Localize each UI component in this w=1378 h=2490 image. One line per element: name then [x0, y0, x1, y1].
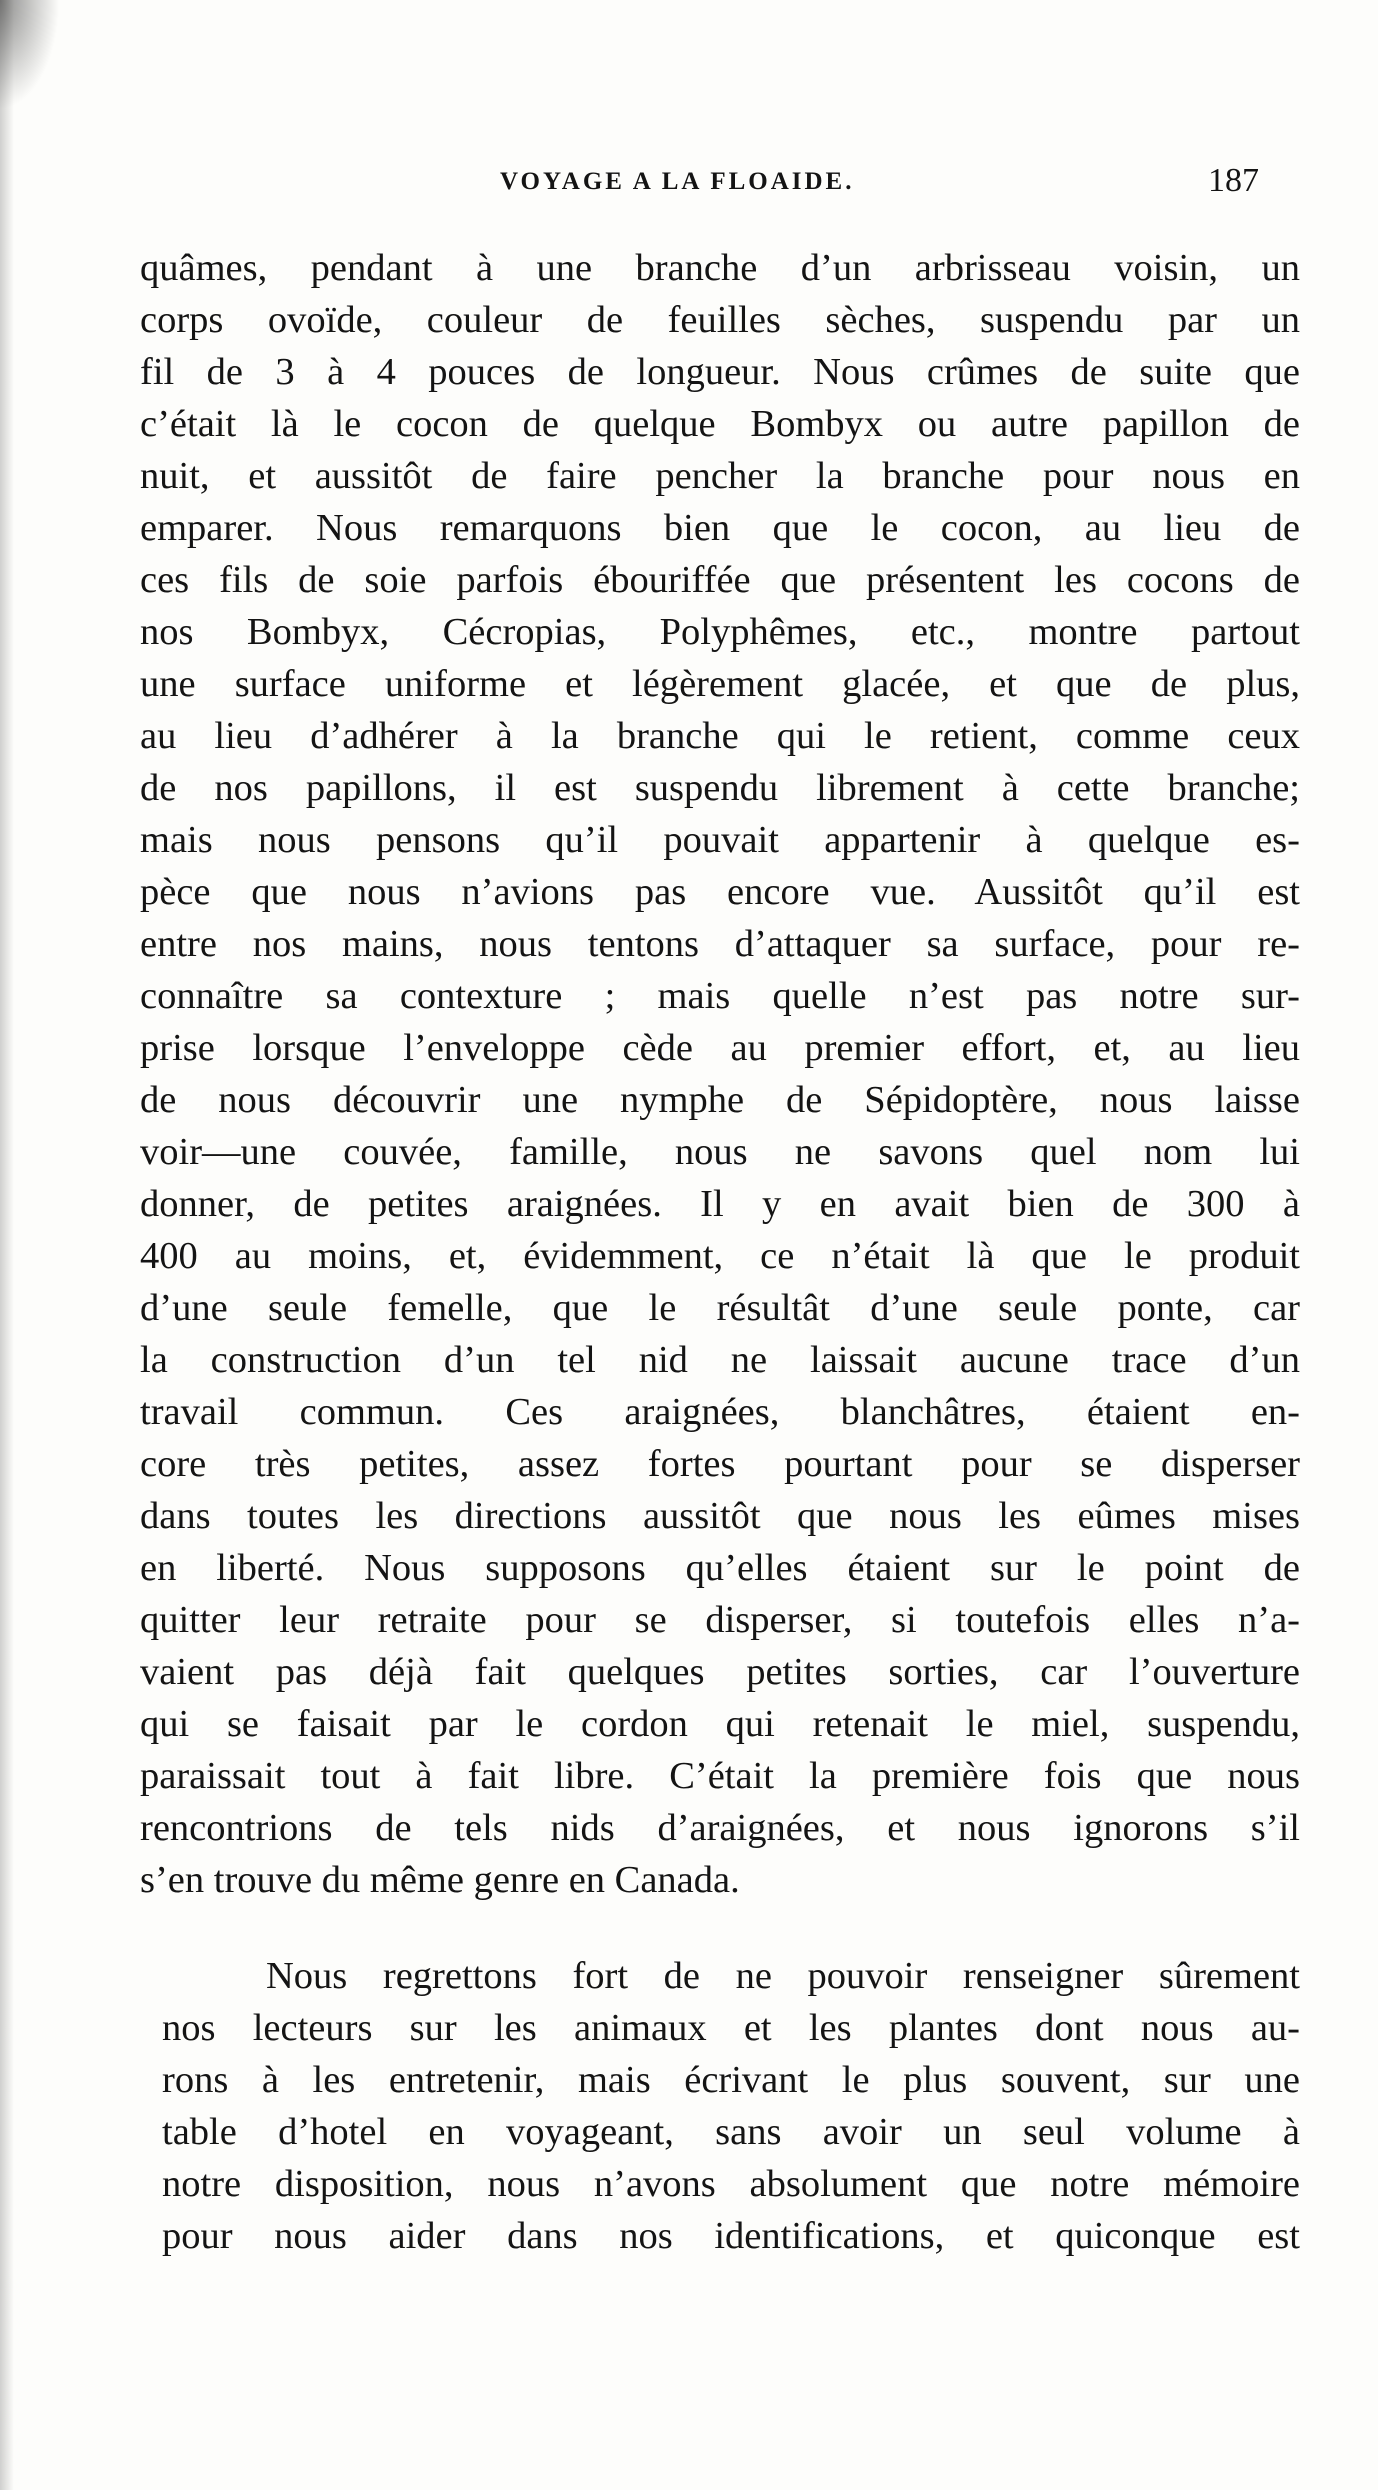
- text-line: prise lorsque l’enveloppe cède au premier effort, et, au lieu: [140, 1027, 1300, 1069]
- text-line: dans toutes les directions aussitôt que nous les eûmes mises: [140, 1495, 1300, 1537]
- text-line: travail commun. Ces araignées, blanchâtres, étaient en-: [140, 1391, 1300, 1433]
- text-line: nos lecteurs sur les animaux et les plantes dont nous au-: [162, 2007, 1300, 2049]
- text-line: paraissait tout à fait libre. C’était la première fois que nous: [140, 1755, 1300, 1797]
- text-line: rencontrions de tels nids d’araignées, et nous ignorons s’il: [140, 1807, 1300, 1849]
- text-line: au lieu d’adhérer à la branche qui le retient, comme ceux: [140, 715, 1300, 757]
- text-line: c’était là le cocon de quelque Bombyx ou autre papillon de: [140, 403, 1300, 445]
- text-line: corps ovoïde, couleur de feuilles sèches, suspendu par un: [140, 299, 1300, 341]
- text-line: quâmes, pendant à une branche d’un arbrisseau voisin, un: [140, 247, 1300, 289]
- text-line: en liberté. Nous supposons qu’elles étaient sur le point de: [140, 1547, 1300, 1589]
- text-line: emparer. Nous remarquons bien que le cocon, au lieu de: [140, 507, 1300, 549]
- text-line: la construction d’un tel nid ne laissait aucune trace d’un: [140, 1339, 1300, 1381]
- text-line: quitter leur retraite pour se disperser, si toutefois elles n’a-: [140, 1599, 1300, 1641]
- text-line: fil de 3 à 4 pouces de longueur. Nous crûmes de suite que: [140, 351, 1300, 393]
- text-line: pèce que nous n’avions pas encore vue. Aussitôt qu’il est: [140, 871, 1300, 913]
- paragraph-gap: [140, 1906, 1300, 1950]
- text-line: voir—une couvée, famille, nous ne savons quel nom lui: [140, 1131, 1300, 1173]
- page-number: 187: [1208, 162, 1259, 199]
- paragraph-2: [140, 1950, 1300, 2262]
- scan-corner-smudge: [0, 0, 60, 110]
- text-line: vaient pas déjà fait quelques petites sorties, car l’ouverture: [140, 1651, 1300, 1693]
- running-head: [0, 162, 1378, 202]
- text-line: de nous découvrir une nymphe de Sépidoptère, nous laisse: [140, 1079, 1300, 1121]
- text-line: table d’hotel en voyageant, sans avoir un seul volume à: [162, 2111, 1300, 2153]
- page-edge-shadow: [0, 0, 14, 2490]
- text-line: pour nous aider dans nos identifications, et quiconque est: [162, 2215, 1300, 2257]
- text-line: rons à les entretenir, mais écrivant le plus souvent, sur une: [162, 2059, 1300, 2101]
- text-line: de nos papillons, il est suspendu librement à cette branche;: [140, 767, 1300, 809]
- text-line: 400 au moins, et, évidemment, ce n’était là que le produit: [140, 1235, 1300, 1277]
- text-line: connaître sa contexture ; mais quelle n’est pas notre sur-: [140, 975, 1300, 1017]
- text-line: une surface uniforme et légèrement glacée, et que de plus,: [140, 663, 1300, 705]
- text-line: d’une seule femelle, que le résultât d’une seule ponte, car: [140, 1287, 1300, 1329]
- paragraph-1: [140, 242, 1300, 1906]
- text-line: nuit, et aussitôt de faire pencher la branche pour nous en: [140, 455, 1300, 497]
- text-line: ces fils de soie parfois ébouriffée que présentent les cocons de: [140, 559, 1300, 601]
- text-line: mais nous pensons qu’il pouvait appartenir à quelque es-: [140, 819, 1300, 861]
- text-line: s’en trouve du même genre en Canada.: [140, 1859, 740, 1901]
- body-text: [140, 242, 1300, 2262]
- running-title: VOYAGE A LA FLOAIDE.: [500, 168, 855, 195]
- text-line: nos Bombyx, Cécropias, Polyphêmes, etc., montre partout: [140, 611, 1300, 653]
- text-line: donner, de petites araignées. Il y en avait bien de 300 à: [140, 1183, 1300, 1225]
- text-line: Nous regrettons fort de ne pouvoir renseigner sûrement: [266, 1955, 1300, 1997]
- text-line: core très petites, assez fortes pourtant pour se disperser: [140, 1443, 1300, 1485]
- text-line: entre nos mains, nous tentons d’attaquer sa surface, pour re-: [140, 923, 1300, 965]
- text-line: notre disposition, nous n’avons absolument que notre mémoire: [162, 2163, 1300, 2205]
- text-line: qui se faisait par le cordon qui retenait le miel, suspendu,: [140, 1703, 1300, 1745]
